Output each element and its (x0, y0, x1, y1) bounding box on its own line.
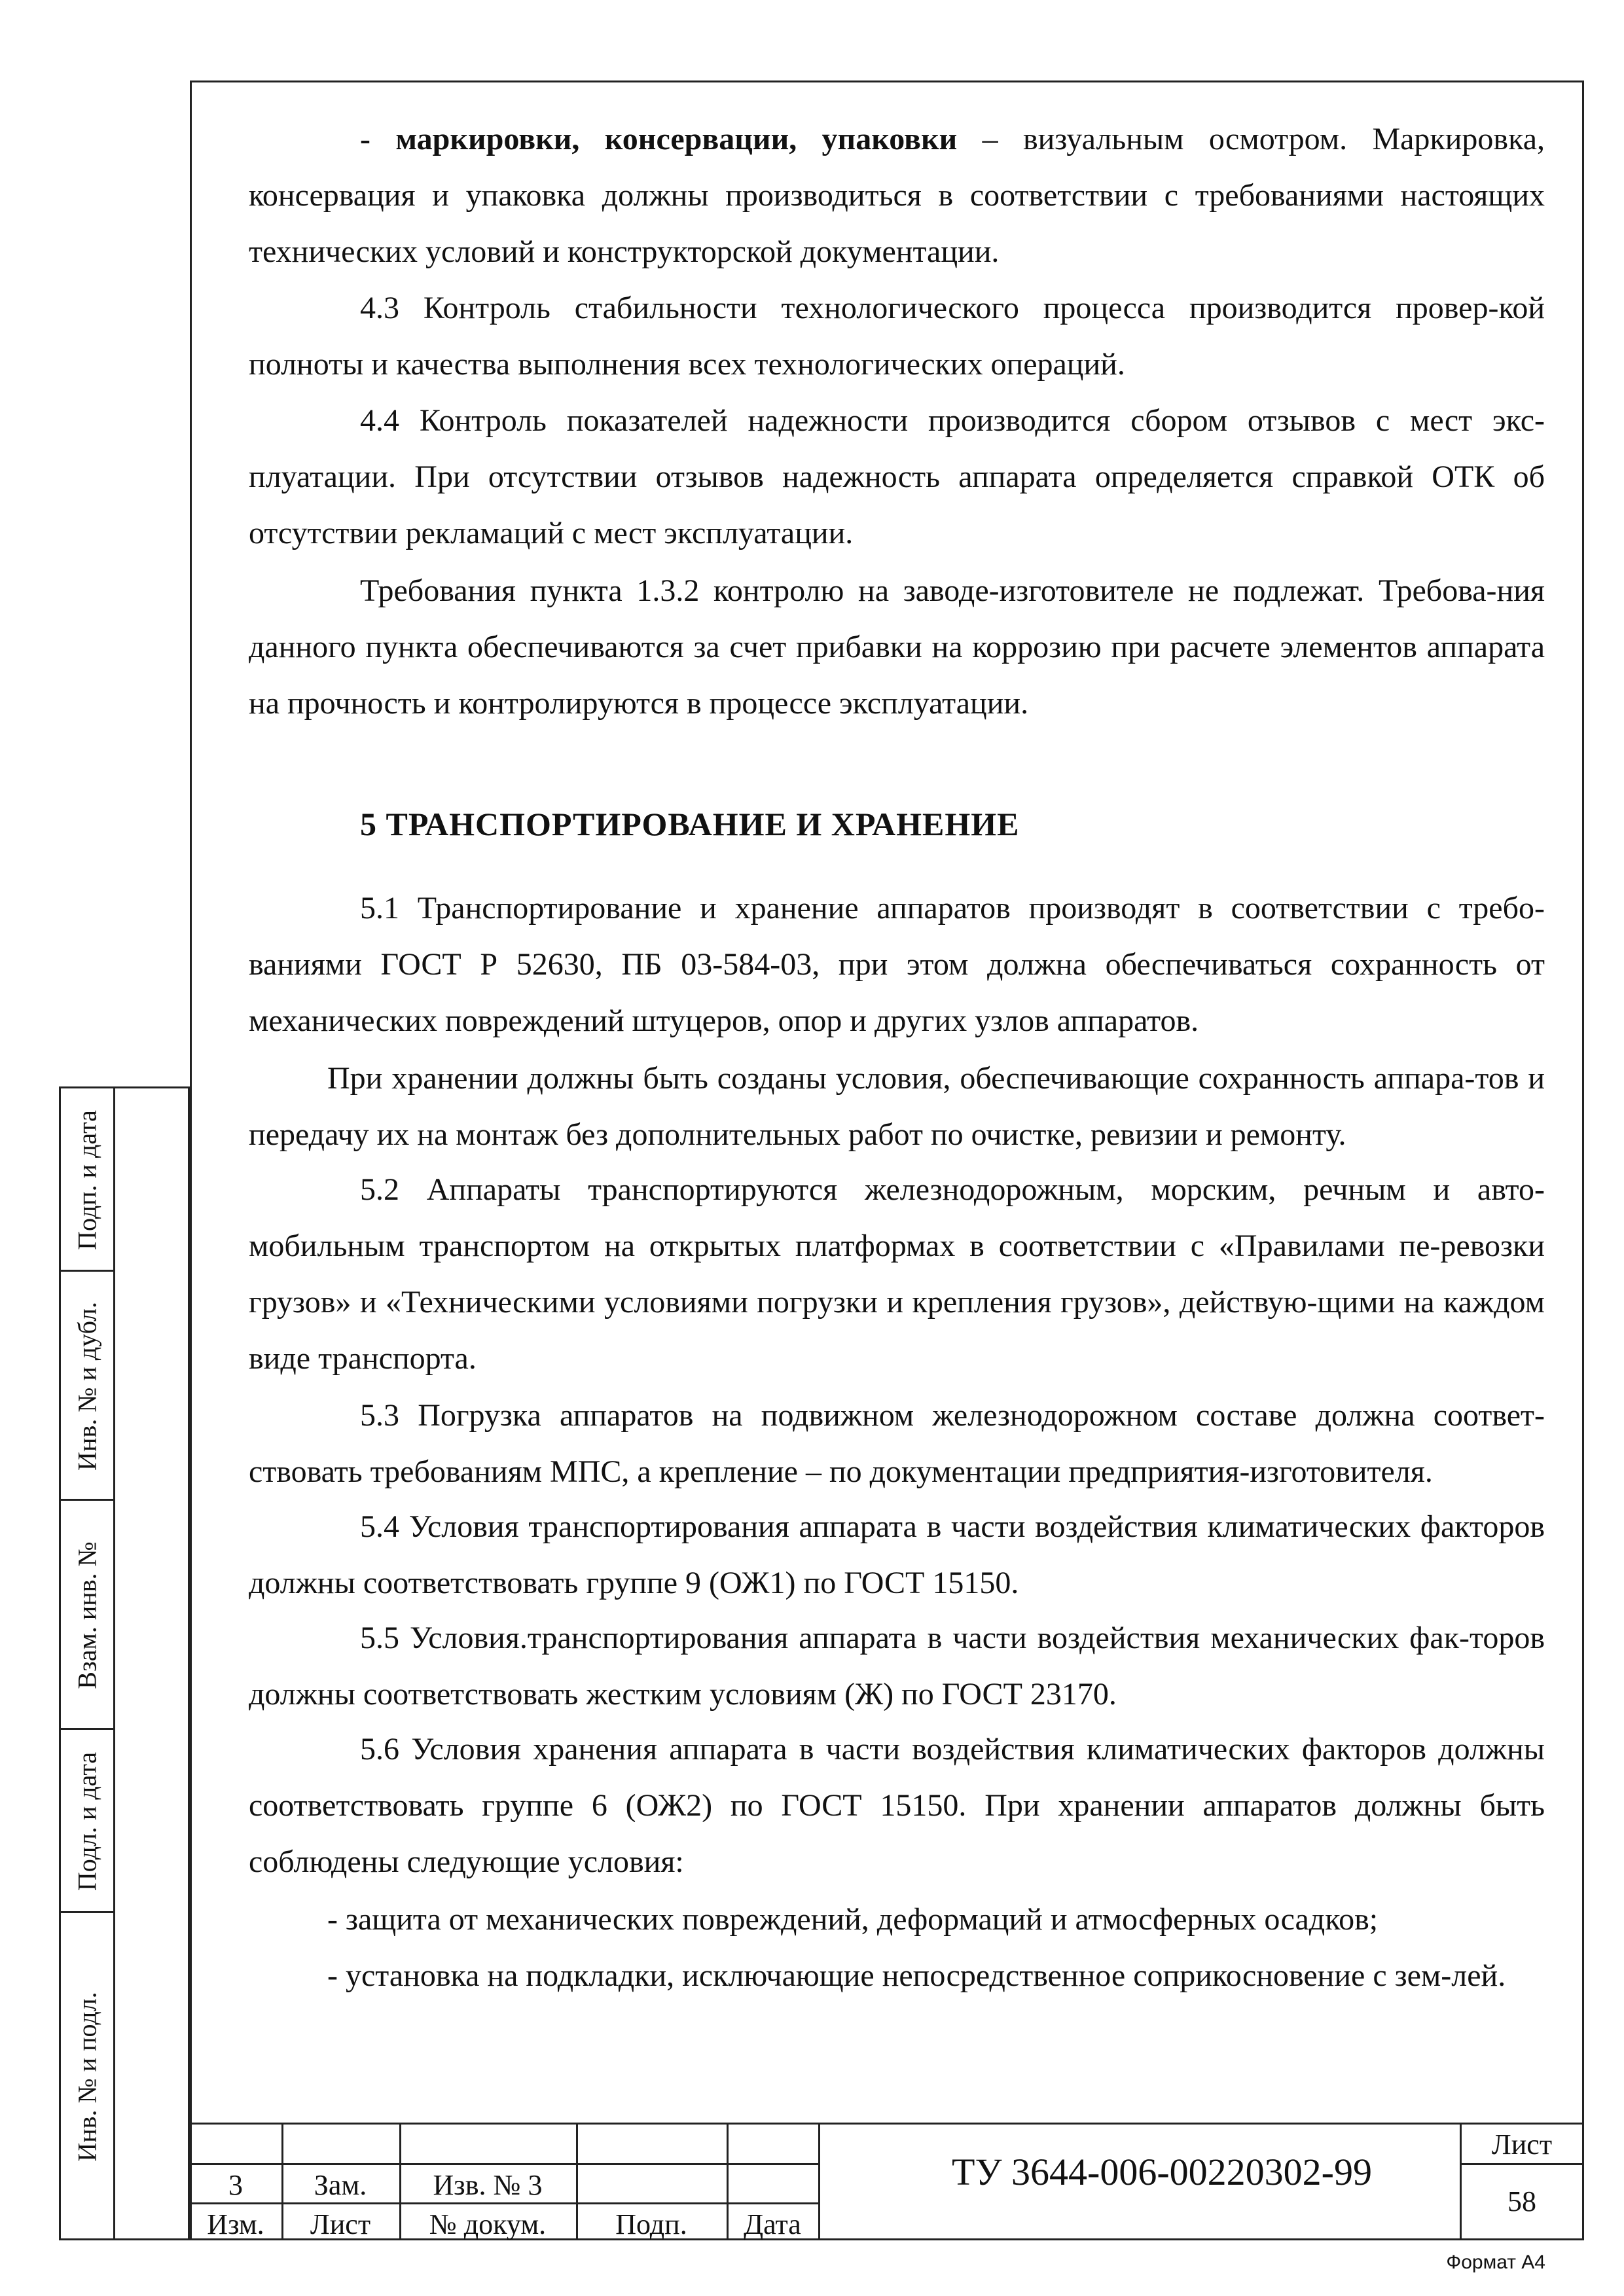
paragraph-5-5: 5.5 Условия.транспортирования аппарата в части воздействия механических фак-торов должны соответствовать жестким условиям (Ж) по ГОСТ 23170. (249, 1621, 1545, 1712)
paragraph-5-2: 5.2 Аппараты транспортируются железнодорожным, морским, речным и авто-мобильным транспортом на открытых платформах в соответствии с «Правилами пе-ревозки грузов» и «Техническими условиями погрузки и крепления грузов», действую-щими на каждом виде транспорта. (249, 1172, 1545, 1376)
paragraph-5-6: 5.6 Условия хранения аппарата в части воздействия климатических факторов должны соответствовать группе 6 (ОЖ2) по ГОСТ 15150. При хранении аппаратов должны быть соблюдены следующие условия: (249, 1732, 1545, 1879)
side-signature-table (59, 1086, 190, 2240)
side-label: Взам. инв. № (72, 1541, 102, 1689)
paragraph-storage-conditions: При хранении должны быть созданы условия, обеспечивающие сохранность аппара-тов и передачу их на монтаж без дополнительных работ по очистке, ревизии и ремонту. (249, 1061, 1545, 1152)
header-date: Дата (744, 2208, 801, 2240)
header-doc-number: № докум. (429, 2208, 547, 2240)
side-cell (61, 1913, 113, 2240)
side-table-divider (113, 1088, 115, 2238)
list-item-supports: - установка на подкладки, исключающие непосредственное соприкосновение с зем-лей. (327, 1958, 1506, 1993)
header-izm: Изм. (207, 2208, 264, 2240)
side-cell (61, 1272, 113, 1501)
stamp-line (190, 2202, 818, 2204)
format-label: Формат А4 (1446, 2251, 1545, 2273)
side-cell (61, 1088, 113, 1272)
header-list: Лист (310, 2208, 371, 2240)
header-signature: Подп. (615, 2208, 687, 2240)
sheet-label: Лист (1491, 2128, 1553, 2161)
change-number: 3 (228, 2169, 243, 2201)
paragraph-5-3: 5.3 Погрузка аппаратов на подвижном железнодорожном составе должна соответ-ствовать требованиям МПС, а крепление – по документации предприятия-изготовителя. (249, 1398, 1545, 1489)
notice-number: Изв. № 3 (433, 2169, 543, 2201)
paragraph-4-4: 4.4 Контроль показателей надежности производится сбором отзывов с мест экс-плуатации. При отсутствии отзывов надежность аппарата определяется справкой ОТК об отсутствии рекламаций с мест эксплуатации. (249, 403, 1545, 550)
stamp-line (1460, 2163, 1584, 2165)
side-label: Инв. № и подл. (72, 1992, 102, 2162)
paragraph-5-1: 5.1 Транспортирование и хранение аппаратов производят в соответствии с требо-ваниями ГОСТ Р 52630, ПБ 03-584-03, при этом должна обеспечиваться сохранность от механических повреждений штуцеров, опор и других узлов аппаратов. (249, 891, 1545, 1038)
side-label: Инв. № и дубл. (72, 1302, 102, 1471)
title-block-stamp (190, 2123, 1584, 2240)
side-label: Подп. и дата (72, 1110, 102, 1250)
sheet-number: 58 (1507, 2185, 1536, 2217)
change-type: Зам. (314, 2169, 367, 2201)
paragraph-requirements: Требования пункта 1.3.2 контролю на заводе-изготовителе не подлежат. Требова-ния данного пункта обеспечиваются за счет прибавки на коррозию при расчете элементов аппарата на прочность и контролируются в процессе эксплуатации. (249, 573, 1545, 721)
document-code: ТУ 3644-006-00220302-99 (952, 2151, 1372, 2193)
paragraph-4-3: 4.3 Контроль стабильности технологического процесса производится провер-кой полноты и качества выполнения всех технологических операций. (249, 291, 1545, 382)
side-cell (61, 1730, 113, 1913)
paragraph-marking (249, 111, 1545, 280)
side-label: Подл. и дата (72, 1751, 102, 1892)
paragraph-5-4: 5.4 Условия транспортирования аппарата в части воздействия климатических факторов должны соответствовать группе 9 (ОЖ1) по ГОСТ 15150. (249, 1509, 1545, 1600)
paragraph-text: – визуальным осмотром. Маркировка, консервация и упаковка должны производиться в соответствии с требованиями настоящих технических условий и конструкторской документации. (249, 122, 1545, 269)
bold-lead: - маркировки, консервации, упаковки (360, 122, 958, 156)
stamp-line (190, 2163, 818, 2165)
stamp-line (818, 2123, 820, 2240)
side-cell (61, 1501, 113, 1730)
section-heading: 5 ТРАНСПОРТИРОВАНИЕ И ХРАНЕНИЕ (360, 806, 1020, 842)
list-item-protection: - защита от механических повреждений, деформаций и атмосферных осадков; (327, 1902, 1379, 1937)
